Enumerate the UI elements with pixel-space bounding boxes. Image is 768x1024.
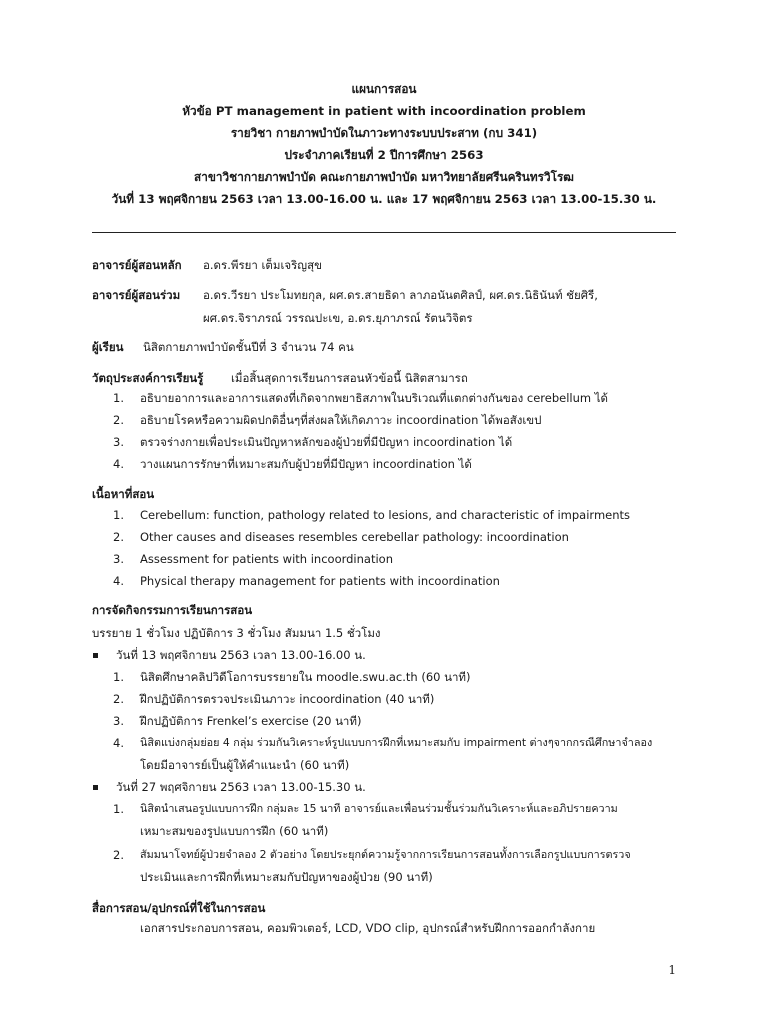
objectives-label: วัตถุประสงค์การเรียนรู้	[92, 371, 204, 385]
activities-label: การจัดกิจกรรมการเรียนการสอน	[92, 603, 253, 617]
activity-item: นิสิตศึกษาคลิปวิดีโอการบรรยายใน moodle.swu.ac.th (60 นาที)	[140, 670, 471, 684]
learners-value: นิสิตกายภาพบำบัดชั้นปีที่ 3 จำนวน 74 คน	[143, 340, 354, 354]
course-line: รายวิชา กายภาพบำบัดในภาวะทางระบบประสาท (กบ 341)	[230, 126, 538, 140]
activity-number: 4.	[113, 736, 124, 750]
activity-number: 2.	[113, 848, 124, 862]
media-value: เอกสารประกอบการสอน, คอมพิวเตอร์, LCD, VDO clip, อุปกรณ์สำหรับฝึกการออกกำลังกาย	[140, 921, 596, 935]
objective-item: อธิบายโรคหรือความผิดปกติอื่นๆที่ส่งผลให้เกิดภาวะ incoordination ได้พอสังเขป	[140, 413, 542, 427]
activity-item: นิสิตนำเสนอรูปแบบการฝึก กลุ่มละ 15 นาที อาจารย์และเพื่อนร่วมชั้นร่วมกันวิเคราะห์และอภิปรายความ	[140, 802, 618, 815]
main-instructor-label: อาจารย์ผู้สอนหลัก	[92, 258, 182, 272]
day1-label: วันที่ 13 พฤศจิกายน 2563 เวลา 13.00-16.00 น.	[116, 648, 366, 662]
activity-item: ฝึกปฏิบัติการตรวจประเมินภาวะ incoordination (40 นาที)	[140, 692, 435, 706]
objective-number: 3.	[113, 435, 124, 449]
department-line: สาขาวิชากายภาพบำบัด คณะกายภาพบำบัด มหาวิทยาลัยศรีนครินทรวิโรฒ	[194, 170, 574, 184]
topic-line: หัวข้อ PT management in patient with incoordination problem	[182, 104, 586, 118]
dates-line: วันที่ 13 พฤศจิกายน 2563 เวลา 13.00-16.00 น. และ 17 พฤศจิกายน 2563 เวลา 13.00-15.30 น.	[111, 192, 657, 206]
objective-item: วางแผนการรักษาที่เหมาะสมกับผู้ป่วยที่มีปัญหา incoordination ได้	[140, 457, 472, 471]
activity-item-continued: โดยมีอาจารย์เป็นผู้ให้คำแนะนำ (60 นาที)	[140, 758, 350, 772]
day2-label: วันที่ 27 พฤศจิกายน 2563 เวลา 13.00-15.30 น.	[116, 780, 366, 794]
media-label: สื่อการสอน/อุปกรณ์ที่ใช้ในการสอน	[92, 901, 266, 915]
content-item: Physical therapy management for patients with incoordination	[140, 574, 500, 588]
page-number: 1	[668, 963, 676, 977]
activity-number: 1.	[113, 670, 124, 684]
co-instructor-label: อาจารย์ผู้สอนร่วม	[92, 288, 181, 302]
main-instructor-value: อ.ดร.พีรยา เต็มเจริญสุข	[203, 258, 322, 272]
objective-number: 4.	[113, 457, 124, 471]
objective-item: อธิบายอาการและอาการแสดงที่เกิดจากพยาธิสภาพในบริเวณที่แตกต่างกันของ cerebellum ได้	[140, 391, 608, 405]
content-item: Other causes and diseases resembles cerebellar pathology: incoordination	[140, 530, 569, 544]
activity-item: นิสิตแบ่งกลุ่มย่อย 4 กลุ่ม ร่วมกันวิเคราะห์รูปแบบการฝึกที่เหมาะสมกับ impairment ต่างๆจากกรณีศึกษาจำลอง	[140, 736, 653, 749]
plan-title: แผนการสอน	[351, 82, 417, 96]
objective-number: 2.	[113, 413, 124, 427]
header-divider	[92, 232, 676, 233]
activities-summary: บรรยาย 1 ชั่วโมง ปฏิบัติการ 3 ชั่วโมง สัมมนา 1.5 ชั่วโมง	[92, 626, 381, 640]
activity-item: ฝึกปฏิบัติการ Frenkel’s exercise (20 นาที)	[140, 714, 362, 728]
content-number: 2.	[113, 530, 124, 544]
content-item: Assessment for patients with incoordination	[140, 552, 393, 566]
activity-item-continued: เหมาะสมของรูปแบบการฝึก (60 นาที)	[140, 824, 329, 838]
content-number: 1.	[113, 508, 124, 522]
bullet-icon	[93, 785, 98, 790]
bullet-icon	[93, 653, 98, 658]
activity-number: 2.	[113, 692, 124, 706]
content-number: 3.	[113, 552, 124, 566]
activity-item-continued: ประเมินและการฝึกที่เหมาะสมกับปัญหาของผู้ป่วย (90 นาที)	[140, 870, 433, 884]
objectives-intro: เมื่อสิ้นสุดการเรียนการสอนหัวข้อนี้ นิสิตสามารถ	[231, 371, 468, 385]
learners-label: ผู้เรียน	[92, 340, 124, 354]
document-header	[0, 78, 768, 210]
activity-item: สัมมนาโจทย์ผู้ป่วยจำลอง 2 ตัวอย่าง โดยประยุกต์ความรู้จากการเรียนการสอนทั้งการเลือกรูปแบบการตรวจ	[140, 848, 631, 861]
co-instructor-value-2: ผศ.ดร.จิราภรณ์ วรรณปะเข, อ.ดร.ยุภาภรณ์ รัตนวิจิตร	[203, 311, 473, 325]
objective-item: ตรวจร่างกายเพื่อประเมินปัญหาหลักของผู้ป่วยที่มีปัญหา incoordination ได้	[140, 435, 513, 449]
content-number: 4.	[113, 574, 124, 588]
content-item: Cerebellum: function, pathology related to lesions, and characteristic of impairments	[140, 508, 631, 522]
content-label: เนื้อหาที่สอน	[92, 487, 155, 501]
objective-number: 1.	[113, 391, 124, 405]
co-instructor-value-1: อ.ดร.วีรยา ประโมทยกุล, ผศ.ดร.สายธิดา ลาภอนันตศิลป์, ผศ.ดร.นิธินันท์ ชัยศิรี,	[203, 288, 598, 302]
activity-number: 1.	[113, 802, 124, 816]
activity-number: 3.	[113, 714, 124, 728]
semester-line: ประจำภาคเรียนที่ 2 ปีการศึกษา 2563	[284, 148, 484, 162]
